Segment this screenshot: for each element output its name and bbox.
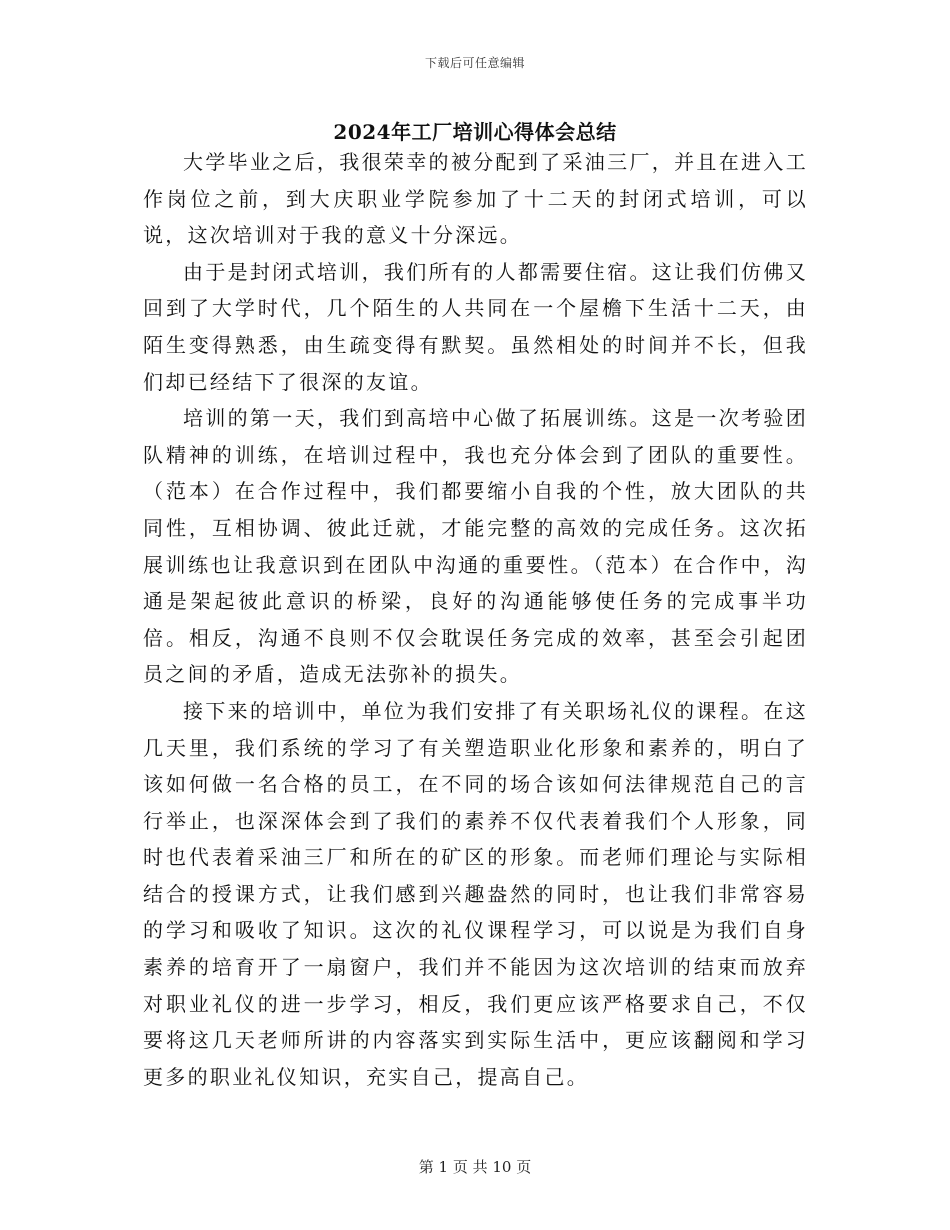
- paragraph: 大学毕业之后，我很荣幸的被分配到了采油三厂，并且在进入工作岗位之前，到大庆职业学院参加了十二天的封闭式培训，可以说，这次培训对于我的意义十分深远。: [143, 150, 808, 248]
- paragraph: 由于是封闭式培训，我们所有的人都需要住宿。这让我们仿佛又回到了大学时代，几个陌生的人共同在一个屋檐下生活十二天，由陌生变得熟悉，由生疏变得有默契。虽然相处的时间并不长，但我们却已经结下了很深的友谊。: [143, 259, 808, 394]
- document-body: [143, 144, 808, 1095]
- page-number-footer: 第 1 页 共 10 页: [418, 1158, 532, 1176]
- document-title: 2024年工厂培训心得体会总结: [333, 120, 617, 144]
- header-note: 下载后可任意编辑: [424, 56, 525, 70]
- paragraph: 接下来的培训中，单位为我们安排了有关职场礼仪的课程。在这几天里，我们系统的学习了有关塑造职业化形象和素养的，明白了该如何做一名合格的员工，在不同的场合该如何法律规范自己的言行举止，也深深体会到了我们的素养不仅代表着我们个人形象，同时也代表着采油三厂和所在的矿区的形象。而老师们理论与实际相结合的授课方式，让我们感到兴趣盎然的同时，也让我们非常容易的学习和吸收了知识。这次的礼仪课程学习，可以说是为我们自身素养的培育开了一扇窗户，我们并不能因为这次培训的结束而放弃对职业礼仪的进一步学习，相反，我们更应该严格要求自己，不仅要将这几天老师所讲的内容落实到实际生活中，更应该翻阅和学习更多的职业礼仪知识，充实自己，提高自己。: [143, 698, 808, 1089]
- paragraph: 培训的第一天，我们到高培中心做了拓展训练。这是一次考验团队精神的训练，在培训过程中，我也充分体会到了团队的重要性。（范本）在合作过程中，我们都要缩小自我的个性，放大团队的共同性，互相协调、彼此迁就，才能完整的高效的完成任务。这次拓展训练也让我意识到在团队中沟通的重要性。（范本）在合作中，沟通是架起彼此意识的桥梁，良好的沟通能够使任务的完成事半功倍。相反，沟通不良则不仅会耽误任务完成的效率，甚至会引起团员之间的矛盾，造成无法弥补的损失。: [143, 406, 808, 687]
